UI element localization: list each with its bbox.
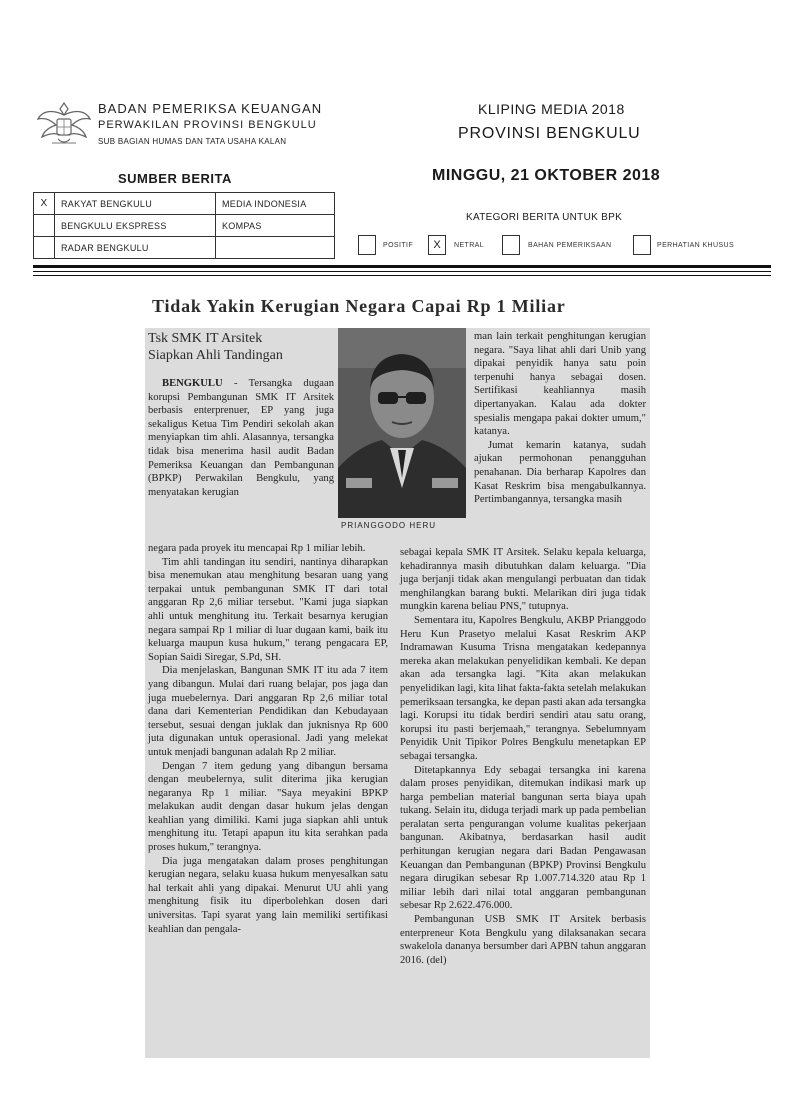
source-row: [34, 193, 335, 215]
kategori-checkbox-perhatian: [633, 235, 651, 255]
source-checkbox: [34, 237, 55, 259]
kategori-label: BAHAN PEMERIKSAAN: [528, 242, 612, 249]
article-paragraph: Jumat kemarin katanya, sudah ajukan permohonan penangguhan penahanan. Dia berharap Kapolres dan Kasat Reskrim bisa mengabulkannya. Pertimbangannya, tersangka masih: [474, 439, 646, 506]
article-paragraph: Ditetapkannya Edy sebagai tersangka ini karena dalam proses penyidikan, ditemukan indikasi mark up harga pembelian material bangunan serta biaya upah tukang. Selain itu, diduga terjadi mark up pada pembelian peralatan serta pengurangan volume kualitas pekerjaan bangunan. Akibatnya, berdasarkan hasil audit perhitungan kerugian negara dari Badan Pengawasan Keuangan dan Pembangunan (BPKP) Provinsi Bengkulu negara dirugikan sebesar Rp 1.007.714.320 atau Rp 1 miliar lebih dari nilai total anggaran pembangunan sebesar Rp 2.622.476.000.: [400, 764, 646, 912]
article-column: [474, 330, 646, 507]
kategori-title: KATEGORI BERITA UNTUK BPK: [466, 212, 623, 223]
header-divider: [33, 265, 771, 268]
org-name-line1: BADAN PEMERIKSA KEUANGAN: [98, 101, 323, 116]
photo-caption: PRIANGGODO HERU: [341, 521, 437, 530]
article-column: [400, 546, 646, 967]
org-name-line2: PERWAKILAN PROVINSI BENGKULU: [98, 119, 317, 131]
article-column: [148, 542, 388, 936]
source-name: KOMPAS: [216, 215, 335, 237]
kategori-label: PERHATIAN KHUSUS: [657, 242, 735, 249]
source-table: [33, 192, 335, 259]
sumber-berita-title: SUMBER BERITA: [118, 171, 232, 186]
dateline: BENGKULU: [162, 378, 223, 389]
source-name: RAKYAT BENGKULU: [55, 193, 216, 215]
garuda-logo-icon: [34, 95, 94, 153]
source-row: [34, 237, 335, 259]
article-headline: Tidak Yakin Kerugian Negara Capai Rp 1 Miliar: [152, 296, 566, 316]
article-paragraph: sebagai kepala SMK IT Arsitek. Selaku kepala keluarga, kehadirannya masih dibutuhkan dalam keluarga. "Dia juga berjanji tidak akan mengulangi perbuatan dan tidak menghilangkan barang bukti. Melarikan diri juga tidak mungkin karena beliau PNS," tutupnya.: [400, 547, 646, 613]
kategori-label: POSITIF: [383, 242, 414, 249]
provinsi-title: PROVINSI BENGKULU: [458, 125, 641, 142]
header-divider: [33, 271, 771, 272]
kategori-checkbox-bahan: [502, 235, 520, 255]
org-name-line3: SUB BAGIAN HUMAS DAN TATA USAHA KALAN: [98, 137, 287, 146]
article-paragraph: Sementara itu, Kapolres Bengkulu, AKBP Prianggodo Heru Kun Prasetyo melalui Kasat Reskrim AKP Indramawan Kusuma Trisna mengatakan kedepannya mereka akan melakukan penyelidikan kembali. Ke depan akan ada tersangka lagi. "Kita akan melakukan penyelidikan lagi, kita lihat fakta-fakta setelah melakukan pemeriksaan tersangka, ke depan pasti akan ada tersangka lagi. Korupsi itu tidak berdiri sendiri atau satu orang, korupsi itu pasti berjemaah," terangnya. Sebelumnyam Penyidik Unit Tipikor Polres Bengkulu menetapkan EP sebagai tersangka.: [400, 614, 646, 762]
subhead-line: Siapkan Ahli Tandingan: [148, 348, 283, 363]
source-row: [34, 215, 335, 237]
article-photo: [338, 328, 466, 518]
article-paragraph: negara pada proyek itu mencapai Rp 1 miliar lebih.: [148, 543, 366, 554]
article-paragraph: - Tersangka dugaan korupsi Pembangunan SMK IT Arsitek berbasis enterprenuer, EP yang juga sekaligus Ketua Tim Pendiri sekolah akan menyiapkan tim ahli. Alasannya, tersangka tidak bisa menerima hasil audit Badan Pemeriksa Keuangan dan Pembangunan (BPKP) Perwakilan Bengkulu, yang menyatakan kerugian: [148, 378, 334, 498]
source-name: BENGKULU EKSPRESS: [55, 215, 216, 237]
subhead-line: Tsk SMK IT Arsitek: [148, 331, 263, 346]
kategori-label: NETRAL: [454, 242, 485, 249]
header-divider: [33, 275, 771, 276]
article-paragraph: Dia juga mengatakan dalam proses penghitungan kerugian negara, selaku kuasa hukum menyesalkan satu hal terkait ahli yang dipakai. Menurut UU ahli yang menghitung fisik itu diperbolehkan dosen dari universitas. Tapi syarat yang lain memiliki sertifikasi keahlian dan pengala-: [148, 855, 388, 935]
kategori-checkbox-netral: X: [428, 235, 446, 255]
source-name: MEDIA INDONESIA: [216, 193, 335, 215]
source-name: [216, 237, 335, 259]
article-paragraph: Pembangunan USB SMK IT Arsitek berbasis enterpreneur Kota Bengkulu yang dilaksanakan secara swakelola dananya bersumber dari APBN tahun anggaran 2016. (del): [400, 914, 646, 966]
article-paragraph: Dia menjelaskan, Bangunan SMK IT itu ada 7 item yang dibangun. Mulai dari ruang belajar, pos jaga dan juga muebelernya. Dari anggaran Rp 2,6 miliar total dana dari Kementerian Pendidikan dan Kebudayaan tersebut, sesuai dengan juklak dan juknisnya Rp 600 juta digunakan untuk operasional. Jadi yang melekat untuk menjadi bangunan adalah Rp 2 miliar.: [148, 665, 388, 758]
article-column: [148, 377, 334, 499]
article-subhead: [148, 330, 328, 364]
publication-date: MINGGU, 21 OKTOBER 2018: [432, 167, 661, 184]
source-name: RADAR BENGKULU: [55, 237, 216, 259]
kliping-title: KLIPING MEDIA 2018: [478, 101, 625, 117]
article-paragraph: Tim ahli tandingan itu sendiri, nantinya diharapkan bisa menemukan atau menghitung besaran uang yang terpakai untuk pembangunan SMK IT dari total anggaran Rp 2,6 miliar tersebut. "Kami juga siapkan ahli untuk menghitung itu. Terkait besarnya kerugian negara sampai Rp 1 miliar di luar dugaan kami, baik itu keluarga maupun kusa hukum," terang pengacara EP, Sopian Saidi Siregar, S.Pd, SH.: [148, 556, 388, 663]
kategori-checkbox-positif: [358, 235, 376, 255]
article-paragraph: Dengan 7 item gedung yang dibangun bersama dengan meubelernya, sulit diterima jika kerugian negaranya Rp 1 miliar. "Saya meyakini BPKP melakukan audit dengan dasar hukum jelas dengan keahlian yang dimiliki. Kami juga siapkan ahli untuk menghitung itu. Tetapi apapun itu kita serahkan pada proses hukum," terangnya.: [148, 760, 388, 854]
portrait-image: [338, 328, 466, 518]
source-checkbox: X: [34, 193, 55, 215]
source-checkbox: [34, 215, 55, 237]
article-paragraph: man lain terkait penghitungan kerugian negara. "Saya lihat ahli dari Unib yang dipakai penyidik hanya satu poin terpenuhi hanya sebagai dosen. Sertifikasi keahliannya masih dipertanyakan. Kalau ada dokter spesialis mengapa pakai dokter umum," katanya.: [474, 331, 646, 438]
